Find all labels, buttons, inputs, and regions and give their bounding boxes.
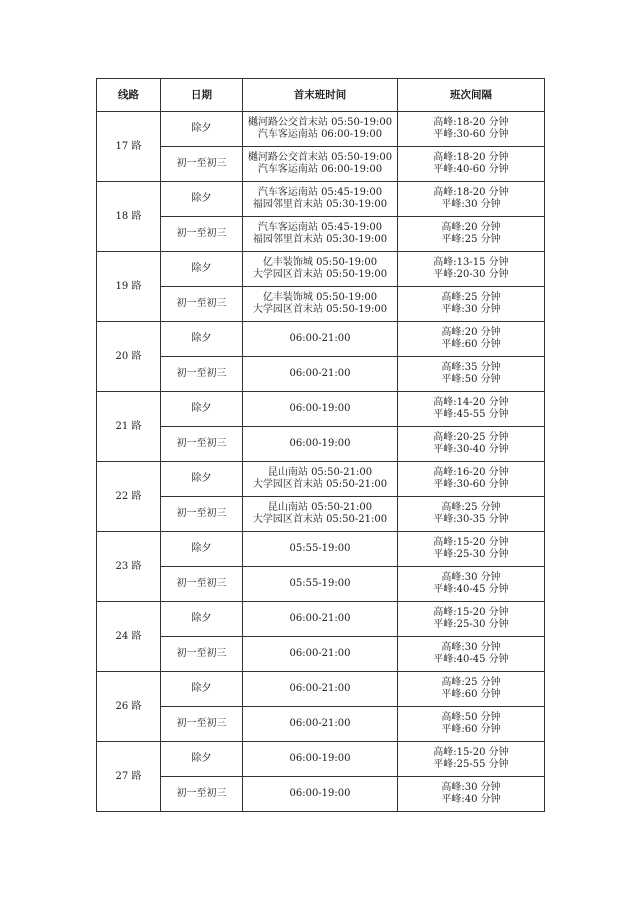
hours-line: 05:55-19:00 [289,578,351,589]
hours-cell [243,322,398,357]
hours-cell [243,182,398,217]
date-cell: 初一至初三 [161,777,243,812]
date-cell: 除夕 [161,252,243,287]
interval-line: 平峰:30 分钟 [441,199,501,210]
interval-line: 高峰:35 分钟 [441,362,501,373]
hours-cell [243,532,398,567]
date-cell: 初一至初三 [161,287,243,322]
interval-line: 高峰:15-20 分钟 [433,607,509,618]
hours-line: 福园邻里首末站 05:30-19:00 [252,199,388,210]
header-date: 日期 [161,79,243,112]
date-cell: 初一至初三 [161,427,243,462]
hours-line: 06:00-21:00 [289,333,351,344]
interval-line: 高峰:20 分钟 [441,222,501,233]
interval-cell [398,497,545,532]
interval-line: 高峰:30 分钟 [441,642,501,653]
hours-cell [243,602,398,637]
hours-cell [243,637,398,672]
interval-line: 平峰:30-40 分钟 [433,444,509,455]
interval-line: 平峰:30-60 分钟 [433,479,509,490]
table-row [97,357,545,392]
table-row [97,182,545,217]
date-cell: 初一至初三 [161,567,243,602]
hours-cell [243,147,398,182]
interval-line: 高峰:15-20 分钟 [433,747,509,758]
interval-line: 平峰:60 分钟 [441,724,501,735]
date-cell: 初一至初三 [161,497,243,532]
interval-cell [398,252,545,287]
interval-cell [398,742,545,777]
interval-line: 平峰:30-35 分钟 [433,514,509,525]
interval-line: 平峰:25 分钟 [441,234,501,245]
route-name-cell: 18 路 [97,182,161,252]
route-name-cell: 24 路 [97,602,161,672]
hours-cell [243,392,398,427]
interval-line: 平峰:45-55 分钟 [433,409,509,420]
interval-cell [398,182,545,217]
date-cell: 除夕 [161,672,243,707]
hours-line: 大学园区首末站 05:50-19:00 [252,269,388,280]
route-name-cell: 21 路 [97,392,161,462]
date-cell: 除夕 [161,602,243,637]
hours-line: 福园邻里首末站 05:30-19:00 [252,234,388,245]
interval-line: 平峰:40-60 分钟 [433,164,509,175]
hours-line: 昆山南站 05:50-21:00 [267,467,373,478]
interval-cell [398,462,545,497]
hours-cell [243,462,398,497]
interval-line: 高峰:13-15 分钟 [433,257,509,268]
interval-line: 平峰:20-30 分钟 [433,269,509,280]
interval-line: 高峰:18-20 分钟 [433,187,509,198]
route-name-cell: 26 路 [97,672,161,742]
interval-cell [398,322,545,357]
header-hours: 首末班时间 [243,79,398,112]
table-header [97,79,545,112]
interval-cell [398,112,545,147]
hours-line: 06:00-19:00 [289,788,351,799]
hours-line: 06:00-21:00 [289,648,351,659]
table-row [97,217,545,252]
date-cell: 除夕 [161,112,243,147]
hours-line: 汽车客运南站 05:45-19:00 [257,187,383,198]
interval-cell [398,532,545,567]
header-row [97,79,545,112]
interval-cell [398,357,545,392]
hours-line: 06:00-21:00 [289,368,351,379]
interval-cell [398,777,545,812]
hours-line: 06:00-19:00 [289,753,351,764]
table-row [97,707,545,742]
table-row [97,672,545,707]
interval-line: 平峰:60 分钟 [441,339,501,350]
interval-cell [398,707,545,742]
interval-line: 高峰:25 分钟 [441,502,501,513]
bus-schedule-table [96,78,545,812]
date-cell: 初一至初三 [161,147,243,182]
interval-line: 高峰:20 分钟 [441,327,501,338]
interval-line: 平峰:25-55 分钟 [433,759,509,770]
table-row [97,322,545,357]
hours-cell [243,217,398,252]
interval-line: 高峰:30 分钟 [441,572,501,583]
hours-line: 06:00-21:00 [289,613,351,624]
date-cell: 除夕 [161,462,243,497]
date-cell: 除夕 [161,532,243,567]
table-row [97,567,545,602]
hours-cell [243,672,398,707]
date-cell: 初一至初三 [161,217,243,252]
interval-line: 高峰:25 分钟 [441,292,501,303]
interval-line: 高峰:25 分钟 [441,677,501,688]
interval-cell [398,147,545,182]
route-name-cell: 22 路 [97,462,161,532]
interval-cell [398,392,545,427]
hours-line: 樾河路公交首末站 05:50-19:00 [247,152,393,163]
hours-cell [243,707,398,742]
interval-cell [398,567,545,602]
table-row [97,287,545,322]
interval-cell [398,602,545,637]
hours-cell [243,567,398,602]
interval-line: 平峰:40 分钟 [441,794,501,805]
header-interval: 班次间隔 [398,79,545,112]
hours-line: 汽车客运南站 06:00-19:00 [257,129,383,140]
interval-line: 平峰:40-45 分钟 [433,584,509,595]
hours-cell [243,287,398,322]
date-cell: 初一至初三 [161,707,243,742]
date-cell: 除夕 [161,322,243,357]
interval-cell [398,427,545,462]
hours-line: 06:00-21:00 [289,718,351,729]
interval-line: 平峰:25-30 分钟 [433,619,509,630]
table-row [97,637,545,672]
table-row [97,462,545,497]
date-cell: 除夕 [161,742,243,777]
hours-cell [243,742,398,777]
hours-cell [243,777,398,812]
interval-line: 平峰:60 分钟 [441,689,501,700]
interval-line: 高峰:50 分钟 [441,712,501,723]
interval-line: 高峰:15-20 分钟 [433,537,509,548]
interval-line: 高峰:18-20 分钟 [433,117,509,128]
hours-line: 06:00-21:00 [289,683,351,694]
hours-line: 大学园区首末站 05:50-19:00 [252,304,388,315]
hours-cell [243,252,398,287]
hours-line: 汽车客运南站 06:00-19:00 [257,164,383,175]
interval-line: 平峰:25-30 分钟 [433,549,509,560]
date-cell: 初一至初三 [161,637,243,672]
hours-line: 05:55-19:00 [289,543,351,554]
table-row [97,392,545,427]
table-body [97,112,545,812]
table-row [97,427,545,462]
hours-line: 亿丰装饰城 05:50-19:00 [262,257,378,268]
hours-cell [243,427,398,462]
interval-line: 高峰:18-20 分钟 [433,152,509,163]
interval-line: 平峰:30-60 分钟 [433,129,509,140]
route-name-cell: 19 路 [97,252,161,322]
hours-line: 06:00-19:00 [289,438,351,449]
interval-line: 高峰:16-20 分钟 [433,467,509,478]
hours-line: 大学园区首末站 05:50-21:00 [252,514,388,525]
interval-cell [398,217,545,252]
table-row [97,497,545,532]
hours-cell [243,357,398,392]
interval-line: 高峰:14-20 分钟 [433,397,509,408]
route-name-cell: 23 路 [97,532,161,602]
hours-line: 大学园区首末站 05:50-21:00 [252,479,388,490]
hours-cell [243,497,398,532]
interval-cell [398,637,545,672]
interval-line: 高峰:30 分钟 [441,782,501,793]
table-row [97,147,545,182]
interval-cell [398,672,545,707]
date-cell: 初一至初三 [161,357,243,392]
hours-line: 昆山南站 05:50-21:00 [267,502,373,513]
route-name-cell: 27 路 [97,742,161,812]
table-row [97,742,545,777]
date-cell: 除夕 [161,392,243,427]
interval-line: 平峰:50 分钟 [441,374,501,385]
hours-line: 汽车客运南站 05:45-19:00 [257,222,383,233]
hours-line: 樾河路公交首末站 05:50-19:00 [247,117,393,128]
table-row [97,532,545,567]
interval-cell [398,287,545,322]
interval-line: 平峰:30 分钟 [441,304,501,315]
table-row [97,777,545,812]
table-row [97,112,545,147]
header-route: 线路 [97,79,161,112]
route-name-cell: 20 路 [97,322,161,392]
route-name-cell: 17 路 [97,112,161,182]
interval-line: 高峰:20-25 分钟 [433,432,509,443]
interval-line: 平峰:40-45 分钟 [433,654,509,665]
table-row [97,252,545,287]
hours-line: 06:00-19:00 [289,403,351,414]
hours-cell [243,112,398,147]
table-row [97,602,545,637]
hours-line: 亿丰装饰城 05:50-19:00 [262,292,378,303]
date-cell: 除夕 [161,182,243,217]
